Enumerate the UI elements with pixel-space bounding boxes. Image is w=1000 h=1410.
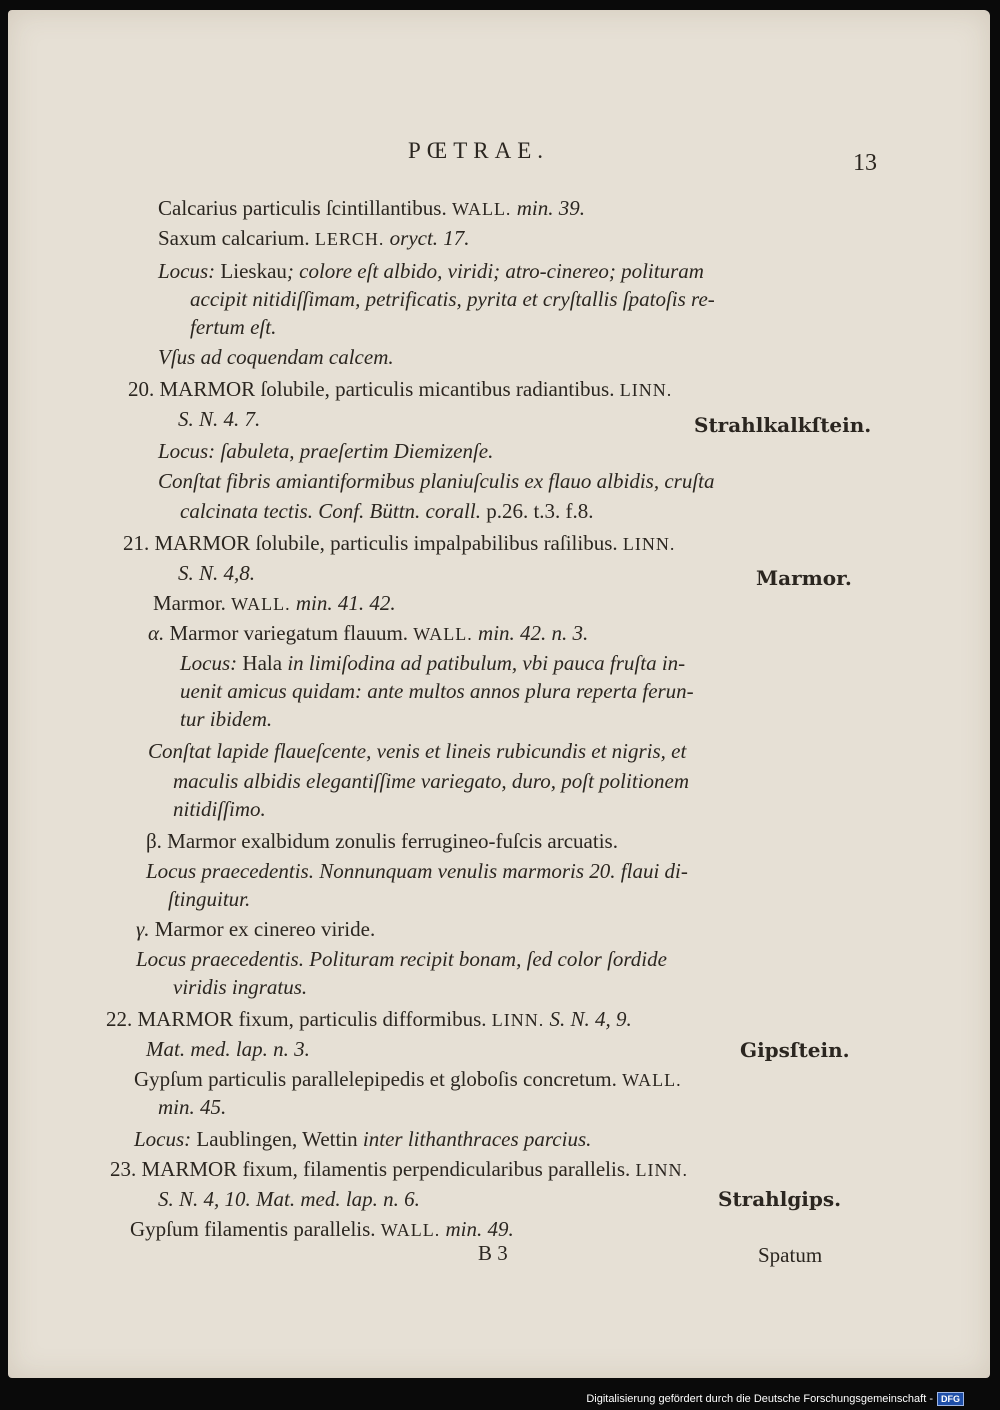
text-segment: Locus: xyxy=(180,651,243,675)
text-segment: WALL. xyxy=(622,1070,682,1090)
text-line xyxy=(110,1156,688,1183)
text-segment: Calcarius particulis ſcintillantibus. xyxy=(158,196,452,220)
text-segment: LINN. xyxy=(622,534,676,554)
text-segment: Locus praecedentis. Polituram recipit bonam, ſed color ſordide xyxy=(136,947,667,971)
text-line xyxy=(178,560,255,586)
text-segment: WALL. xyxy=(231,594,291,614)
text-segment: α. xyxy=(148,621,170,645)
text-segment: Marmor variegatum flauum. xyxy=(169,621,414,645)
text-line xyxy=(158,195,585,222)
text-segment: γ. xyxy=(136,917,155,941)
text-segment: Conſtat lapide flaueſcente, venis et lineis rubicundis et nigris, et xyxy=(148,739,687,763)
text-segment: nitidiſſimo. xyxy=(173,797,266,821)
text-segment: accipit nitidiſſimam, petrificatis, pyrita et cryſtallis ſpatoſis re- xyxy=(190,287,715,311)
text-segment: S. N. 4, 9. xyxy=(544,1007,632,1031)
text-segment: S. N. 4,8. xyxy=(178,561,256,585)
text-line xyxy=(134,1126,591,1152)
text-segment: WALL. xyxy=(413,624,473,644)
text-segment: Marmor. xyxy=(153,591,232,615)
dfg-logo: DFG xyxy=(937,1392,964,1406)
text-segment: inter lithanthraces parcius. xyxy=(357,1127,592,1151)
text-segment: ; colore eſt albido, viridi; atro-cinereo; polituram xyxy=(286,259,704,283)
footer-text: Digitalisierung gefördert durch die Deutsche Forschungsgemeinschaft - xyxy=(586,1393,933,1405)
text-segment: uenit amicus quidam: ante multos annos plura reperta ferun- xyxy=(180,679,694,703)
text-line xyxy=(180,498,594,524)
text-line xyxy=(136,946,667,972)
text-segment: Gypſum particulis parallelepipedis et globoſis concretum. xyxy=(134,1067,623,1091)
text-segment: oryct. 17. xyxy=(384,226,470,250)
text-line xyxy=(190,314,276,340)
text-segment: LINN. xyxy=(635,1160,688,1180)
text-line xyxy=(123,530,675,557)
text-line xyxy=(158,225,470,252)
page-number: 13 xyxy=(853,150,877,176)
text-line xyxy=(148,738,686,764)
text-segment: LINN. xyxy=(491,1010,545,1030)
german-name: Gipsſtein. xyxy=(740,1038,850,1062)
text-segment: Conſtat fibris amiantiformibus planiuſculis ex flauo albidis, cruſta xyxy=(158,469,715,493)
text-line xyxy=(158,1186,420,1212)
text-segment: p.26. t.3. f.8. xyxy=(486,499,594,523)
text-line xyxy=(180,678,694,704)
text-segment: 22. MARMOR fixum, particulis difformibus. xyxy=(106,1007,492,1031)
text-line xyxy=(158,438,493,464)
text-line xyxy=(180,650,685,676)
text-line xyxy=(134,1066,682,1093)
text-line xyxy=(128,376,672,403)
text-segment: WALL. xyxy=(380,1220,441,1240)
text-line xyxy=(148,620,588,647)
text-line xyxy=(173,796,266,822)
text-line xyxy=(106,1006,632,1033)
text-line xyxy=(158,468,715,494)
text-segment: min. 41. 42. xyxy=(290,591,396,615)
text-segment: Mat. med. lap. n. 3. xyxy=(146,1037,310,1061)
catchword: Spatum xyxy=(758,1243,823,1267)
text-line xyxy=(180,706,272,732)
text-line xyxy=(153,590,396,617)
text-segment: 23. MARMOR fixum, filamentis perpendicularibus parallelis. xyxy=(110,1157,636,1181)
text-segment: S. N. 4. 7. xyxy=(178,407,261,431)
text-segment: viridis ingratus. xyxy=(173,975,308,999)
text-segment: min. 42. n. 3. xyxy=(472,621,589,645)
text-line xyxy=(173,974,307,1000)
text-segment: LERCH. xyxy=(314,229,385,249)
text-segment: min. 49. xyxy=(440,1217,514,1241)
text-line xyxy=(190,286,715,312)
text-segment: Locus praecedentis. Nonnunquam venulis marmoris 20. flaui di- xyxy=(146,859,688,883)
text-segment: Vſus ad coquendam calcem. xyxy=(158,345,394,369)
text-segment: S. N. 4, 10. Mat. med. lap. n. 6. xyxy=(158,1187,420,1211)
text-segment: Laublingen, Wettin xyxy=(196,1127,358,1151)
signature-mark: B 3 xyxy=(478,1241,508,1265)
text-segment: ſtinguitur. xyxy=(168,887,251,911)
text-segment: calcinata tectis. Conf. Büttn. corall. xyxy=(180,499,487,523)
text-line xyxy=(146,828,618,854)
text-line xyxy=(178,406,260,432)
text-segment: Locus: xyxy=(158,259,221,283)
text-line xyxy=(173,768,689,794)
text-segment: fertum eſt. xyxy=(190,315,277,339)
digitization-footer xyxy=(586,1392,964,1406)
text-segment: Marmor ex cinereo viride. xyxy=(154,917,376,941)
text-segment: Saxum calcarium. xyxy=(158,226,315,250)
german-name: Marmor. xyxy=(756,566,852,590)
text-segment: tur ibidem. xyxy=(180,707,273,731)
text-segment: 21. MARMOR ſolubile, particulis impalpabilibus raſilibus. xyxy=(123,531,623,555)
text-line xyxy=(168,886,250,912)
text-segment: maculis albidis elegantiſſime variegato, duro, poſt politionem xyxy=(173,769,690,793)
book-page xyxy=(8,10,990,1378)
text-segment: Lieskau xyxy=(220,259,287,283)
text-segment: min. 45. xyxy=(158,1095,227,1119)
text-segment: Hala xyxy=(242,651,283,675)
text-segment: β. Marmor exalbidum zonulis ferrugineo-fuſcis arcuatis. xyxy=(146,829,618,853)
text-segment: LINN. xyxy=(619,380,673,400)
german-name: Strahlgips. xyxy=(718,1187,842,1211)
text-segment: in limiſodina ad patibulum, vbi pauca fruſta in- xyxy=(282,651,686,675)
text-segment: WALL. xyxy=(451,199,512,219)
text-line xyxy=(136,916,375,942)
text-segment: 20. MARMOR ſolubile, particulis micantibus radiantibus. xyxy=(128,377,620,401)
text-segment: min. 39. xyxy=(511,196,585,220)
text-segment: Gypſum filamentis parallelis. xyxy=(130,1217,381,1241)
text-segment: Locus: xyxy=(134,1127,197,1151)
text-line xyxy=(158,344,394,370)
running-header: PŒTRAE. xyxy=(408,138,550,163)
text-line xyxy=(158,1094,226,1120)
text-line xyxy=(158,258,704,284)
text-line xyxy=(146,1036,310,1062)
text-segment: Locus: ſabuleta, praeſertim Diemizenſe. xyxy=(158,439,494,463)
text-line xyxy=(130,1216,514,1243)
german-name: Strahlkalkſtein. xyxy=(694,413,872,437)
text-line xyxy=(146,858,688,884)
